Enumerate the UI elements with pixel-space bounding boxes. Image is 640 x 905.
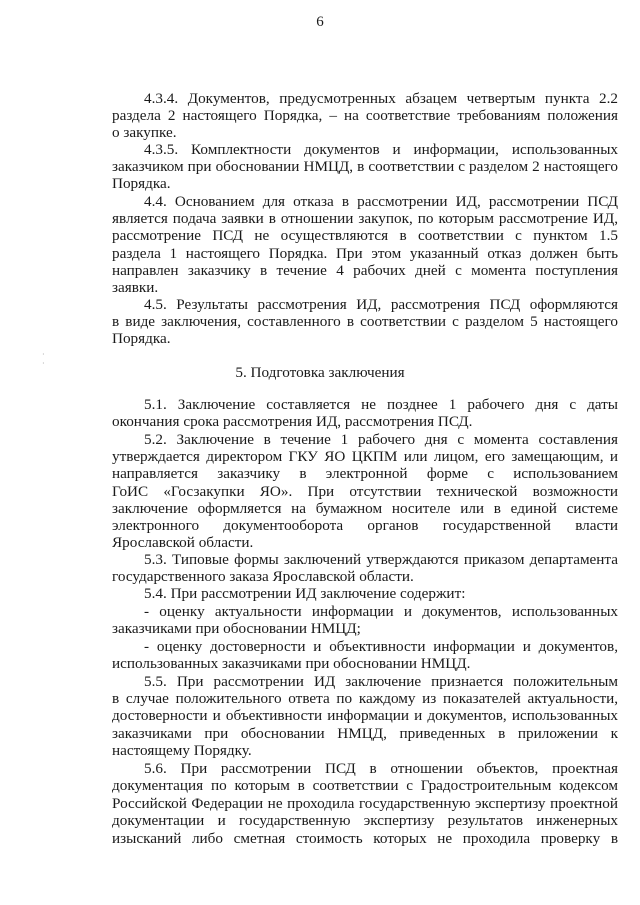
paragraph-line: 5.3. Типовые формы заключений утверждаются приказом департамента <box>144 551 618 568</box>
paragraph-line: в виде заключения, составленного в соответствии с разделом 5 настоящего <box>112 313 618 330</box>
paragraph-line: 5.6. При рассмотрении ПСД в отношении объектов, проектная <box>144 760 618 777</box>
list-item: - оценку актуальности информации и документов, использованных <box>144 603 618 620</box>
paragraph-line: в случае положительного ответа по каждому из показателей актуальности, <box>112 690 618 707</box>
paragraph-line: раздела 1 настоящего Порядка. При этом указанный отказ должен быть <box>112 245 618 262</box>
paragraph-line: раздела 2 настоящего Порядка, – на соответствие требованиям положения <box>112 107 618 124</box>
paragraph-line: 5.2. Заключение в течение 1 рабочего дня с момента составления <box>144 431 618 448</box>
list-item: использованных заказчиками при обосновании НМЦД. <box>112 655 471 672</box>
paragraph-line: заключение оформляется на бумажном носителе или в единой системе <box>112 500 618 517</box>
paragraph-line: заявки. <box>112 279 159 296</box>
paragraph-line: 4.4. Основанием для отказа в рассмотрении ИД, рассмотрении ПСД <box>144 193 618 210</box>
paragraph-line: заказчиком при обосновании НМЦД, в соответствии с разделом 2 настоящего <box>112 158 618 175</box>
paragraph-line: 5.5. При рассмотрении ИД заключение признается положительным <box>144 673 618 690</box>
list-item: - оценку достоверности и объективности информации и документов, <box>144 638 618 655</box>
paragraph-line: настоящему Порядку. <box>112 742 252 759</box>
paragraph-line: о закупке. <box>112 124 177 141</box>
paragraph-line: 4.5. Результаты рассмотрения ИД, рассмотрения ПСД оформляются <box>144 296 618 313</box>
paragraph-line: Российской Федерации не проходила государственную экспертизу проектной <box>112 795 618 812</box>
paragraph-line: направляется заказчику в электронной форме с использованием <box>112 465 618 482</box>
paragraph-line: утверждается директором ГКУ ЯО ЦКПМ или лицом, его замещающим, и <box>112 448 618 465</box>
paragraph-line: документация по которым в соответствии с Градостроительным кодексом <box>112 777 618 794</box>
paragraph-line: 4.3.5. Комплектности документов и информации, использованных <box>144 141 618 158</box>
paragraph-line: заказчиками при обосновании НМЦД, приведенных в приложении к <box>112 725 618 742</box>
paragraph-line: направлен заказчику в течение 4 рабочих дней с момента поступления <box>112 262 618 279</box>
paragraph-line: государственного заказа Ярославской области. <box>112 568 414 585</box>
paragraph-line: окончания срока рассмотрения ИД, рассмотрения ПСД. <box>112 413 473 430</box>
page-number: 6 <box>316 14 324 30</box>
paragraph-line: изысканий либо сметная стоимость которых не проходила проверку в <box>112 830 618 847</box>
paragraph-line: Порядка. <box>112 175 171 192</box>
paragraph-line: Порядка. <box>112 330 171 347</box>
paragraph-line: 5.4. При рассмотрении ИД заключение содержит: <box>144 585 466 602</box>
paragraph-line: рассмотрение ПСД не осуществляются в соответствии с пунктом 1.5 <box>112 227 618 244</box>
paragraph-line: 4.3.4. Документов, предусмотренных абзацем четвертым пункта 2.2 <box>144 90 618 107</box>
list-item: заказчиками при обосновании НМЦД; <box>112 620 361 637</box>
paragraph-line: 5.1. Заключение составляется не позднее 1 рабочего дня с даты <box>144 396 618 413</box>
paragraph-line: документации и государственную экспертизу результатов инженерных <box>112 812 618 829</box>
paragraph-line: ГоИС «Госзакупки ЯО». При отсутствии технической возможности <box>112 483 618 500</box>
paragraph-line: достоверности и объективности информации и документов, использованных <box>112 707 618 724</box>
paragraph-line: является подача заявки в отношении закупок, по которым рассмотрение ИД, <box>112 210 618 227</box>
margin-mark: · · <box>42 350 45 368</box>
section-heading: 5. Подготовка заключения <box>235 364 405 381</box>
paragraph-line: Ярославской области. <box>112 534 254 551</box>
paragraph-line: электронного документооборота органов государственной власти <box>112 517 618 534</box>
